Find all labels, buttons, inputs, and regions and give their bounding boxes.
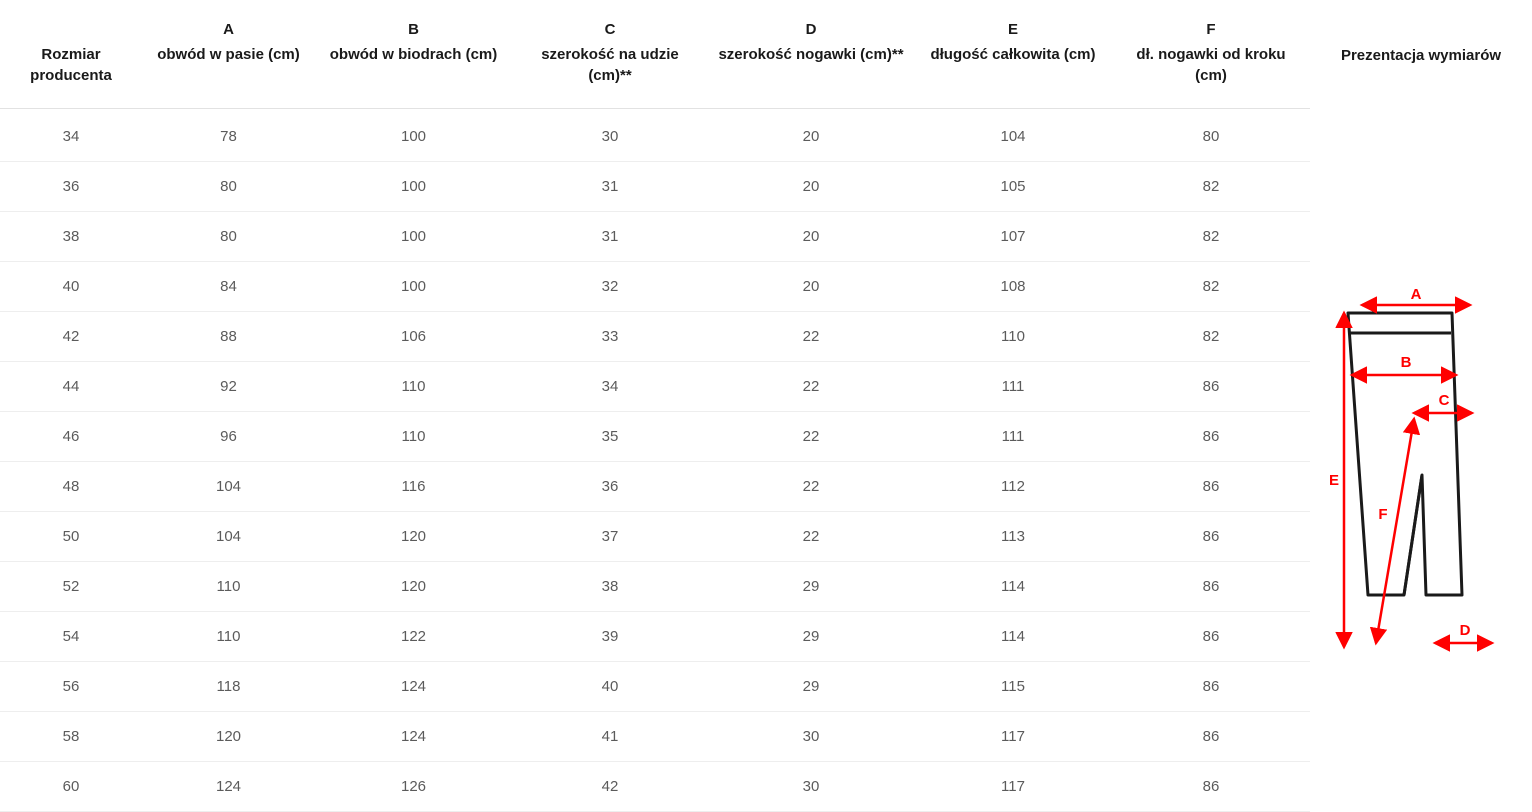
cell-size: 52 <box>0 562 142 612</box>
cell-waist: 84 <box>142 262 315 312</box>
cell-waist: 92 <box>142 362 315 412</box>
cell-total-length: 107 <box>914 212 1112 262</box>
cell-leg-width: 20 <box>708 162 914 212</box>
illustration-title: Prezentacja wymiarów <box>1340 47 1502 64</box>
cell-inseam: 86 <box>1112 662 1310 712</box>
letter-cell-e: E <box>1007 21 1018 38</box>
cell-thigh: 35 <box>512 412 708 462</box>
cell-total-length: 110 <box>914 312 1112 362</box>
table-row <box>0 312 1310 362</box>
cell-waist: 104 <box>142 512 315 562</box>
cell-hips: 100 <box>315 109 512 162</box>
cell-total-length: 114 <box>914 562 1112 612</box>
table-row <box>0 212 1310 262</box>
cell-total-length: 115 <box>914 662 1112 712</box>
table-row <box>0 562 1310 612</box>
cell-thigh: 40 <box>512 662 708 712</box>
table-row <box>0 612 1310 662</box>
cell-waist: 96 <box>142 412 315 462</box>
cell-waist: 124 <box>142 762 315 812</box>
column-header-waist: obwód w pasie (cm) <box>142 40 315 109</box>
cell-leg-width: 22 <box>708 462 914 512</box>
cell-total-length: 113 <box>914 512 1112 562</box>
column-header-leg-width: szerokość nogawki (cm)** <box>708 40 914 109</box>
cell-leg-width: 20 <box>708 212 914 262</box>
column-header-inseam: dł. nogawki od kroku (cm) <box>1112 40 1310 109</box>
table-header <box>0 0 1310 109</box>
cell-hips: 120 <box>315 562 512 612</box>
table-row <box>0 762 1310 812</box>
cell-total-length: 111 <box>914 412 1112 462</box>
cell-size: 60 <box>0 762 142 812</box>
cell-inseam: 82 <box>1112 312 1310 362</box>
letter-cell-c: C <box>604 21 616 38</box>
letter-row <box>0 0 1310 40</box>
cell-thigh: 33 <box>512 312 708 362</box>
table-row <box>0 662 1310 712</box>
cell-inseam: 86 <box>1112 412 1310 462</box>
cell-leg-width: 22 <box>708 362 914 412</box>
cell-hips: 106 <box>315 312 512 362</box>
table-row <box>0 262 1310 312</box>
cell-hips: 124 <box>315 712 512 762</box>
cell-thigh: 36 <box>512 462 708 512</box>
cell-inseam: 80 <box>1112 109 1310 162</box>
cell-waist: 118 <box>142 662 315 712</box>
cell-leg-width: 29 <box>708 612 914 662</box>
cell-thigh: 31 <box>512 162 708 212</box>
cell-hips: 110 <box>315 412 512 462</box>
cell-hips: 100 <box>315 262 512 312</box>
cell-waist: 80 <box>142 162 315 212</box>
cell-inseam: 86 <box>1112 762 1310 812</box>
cell-waist: 104 <box>142 462 315 512</box>
cell-size: 48 <box>0 462 142 512</box>
column-header-size: Rozmiar producenta <box>0 40 142 109</box>
cell-total-length: 108 <box>914 262 1112 312</box>
cell-leg-width: 30 <box>708 712 914 762</box>
cell-leg-width: 22 <box>708 412 914 462</box>
column-header-thigh: szerokość na udzie (cm)** <box>512 40 708 109</box>
cell-inseam: 86 <box>1112 462 1310 512</box>
illustration-header <box>1310 0 1532 123</box>
table-row <box>0 362 1310 412</box>
cell-waist: 120 <box>142 712 315 762</box>
cell-size: 58 <box>0 712 142 762</box>
cell-size: 50 <box>0 512 142 562</box>
cell-inseam: 86 <box>1112 612 1310 662</box>
measure-label-b: B <box>1400 354 1412 371</box>
cell-waist: 88 <box>142 312 315 362</box>
column-header-hips: obwód w biodrach (cm) <box>315 40 512 109</box>
measure-label-e: E <box>1328 472 1340 489</box>
cell-size: 56 <box>0 662 142 712</box>
cell-leg-width: 29 <box>708 562 914 612</box>
cell-leg-width: 22 <box>708 312 914 362</box>
cell-thigh: 38 <box>512 562 708 612</box>
cell-hips: 124 <box>315 662 512 712</box>
table-row <box>0 712 1310 762</box>
table-body <box>0 109 1310 812</box>
table-row <box>0 109 1310 162</box>
cell-waist: 110 <box>142 612 315 662</box>
cell-hips: 116 <box>315 462 512 512</box>
cell-total-length: 112 <box>914 462 1112 512</box>
trousers-diagram-svg <box>1310 255 1532 675</box>
cell-size: 44 <box>0 362 142 412</box>
letter-cell-d: D <box>805 21 817 38</box>
cell-hips: 120 <box>315 512 512 562</box>
cell-total-length: 105 <box>914 162 1112 212</box>
cell-leg-width: 20 <box>708 262 914 312</box>
table-row <box>0 512 1310 562</box>
column-header-row <box>0 40 1310 109</box>
measure-label-f: F <box>1378 506 1388 523</box>
cell-size: 54 <box>0 612 142 662</box>
cell-size: 40 <box>0 262 142 312</box>
cell-thigh: 42 <box>512 762 708 812</box>
cell-leg-width: 30 <box>708 762 914 812</box>
cell-size: 36 <box>0 162 142 212</box>
cell-leg-width: 29 <box>708 662 914 712</box>
cell-total-length: 114 <box>914 612 1112 662</box>
cell-thigh: 37 <box>512 512 708 562</box>
cell-inseam: 86 <box>1112 712 1310 762</box>
cell-inseam: 86 <box>1112 562 1310 612</box>
cell-leg-width: 22 <box>708 512 914 562</box>
cell-waist: 80 <box>142 212 315 262</box>
cell-hips: 100 <box>315 212 512 262</box>
cell-inseam: 86 <box>1112 362 1310 412</box>
column-header-total-length: długość całkowita (cm) <box>914 40 1112 109</box>
cell-inseam: 82 <box>1112 212 1310 262</box>
letter-cell-a: A <box>223 21 234 38</box>
cell-thigh: 41 <box>512 712 708 762</box>
cell-thigh: 32 <box>512 262 708 312</box>
letter-cell-f: F <box>1206 21 1216 38</box>
cell-inseam: 82 <box>1112 262 1310 312</box>
cell-thigh: 34 <box>512 362 708 412</box>
cell-hips: 122 <box>315 612 512 662</box>
letter-cell-0 <box>0 0 142 40</box>
letter-cell-b: B <box>408 21 419 38</box>
cell-waist: 110 <box>142 562 315 612</box>
cell-thigh: 30 <box>512 109 708 162</box>
cell-hips: 100 <box>315 162 512 212</box>
cell-hips: 110 <box>315 362 512 412</box>
cell-size: 34 <box>0 109 142 162</box>
table-row <box>0 412 1310 462</box>
cell-total-length: 111 <box>914 362 1112 412</box>
cell-size: 42 <box>0 312 142 362</box>
cell-thigh: 31 <box>512 212 708 262</box>
table-row <box>0 462 1310 512</box>
cell-thigh: 39 <box>512 612 708 662</box>
measurement-diagram <box>1310 255 1532 675</box>
measure-label-a: A <box>1410 286 1422 303</box>
cell-total-length: 104 <box>914 109 1112 162</box>
cell-hips: 126 <box>315 762 512 812</box>
cell-total-length: 117 <box>914 712 1112 762</box>
cell-waist: 78 <box>142 109 315 162</box>
measure-label-c: C <box>1438 392 1450 409</box>
cell-inseam: 86 <box>1112 512 1310 562</box>
cell-leg-width: 20 <box>708 109 914 162</box>
table-row <box>0 162 1310 212</box>
cell-size: 46 <box>0 412 142 462</box>
cell-inseam: 82 <box>1112 162 1310 212</box>
measure-label-d: D <box>1459 622 1471 639</box>
cell-size: 38 <box>0 212 142 262</box>
cell-total-length: 117 <box>914 762 1112 812</box>
